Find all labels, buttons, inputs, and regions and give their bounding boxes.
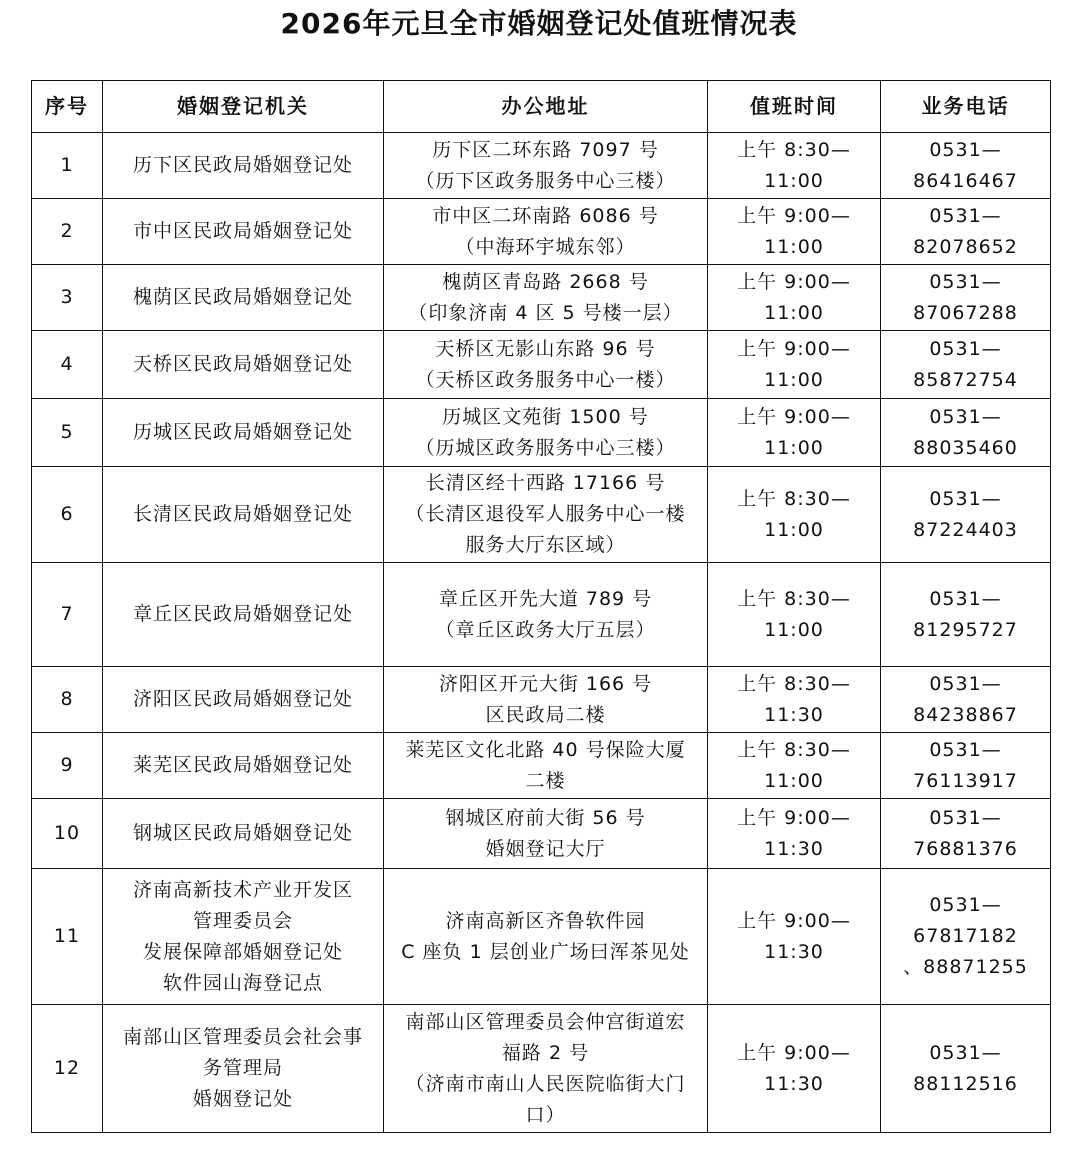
table-row <box>32 265 1051 331</box>
table-row <box>32 563 1051 667</box>
office-line: 章丘区民政局婚姻登记处 <box>132 603 353 625</box>
cell-index: 1 <box>32 133 103 199</box>
address-line: （中海环宇城东邻） <box>455 235 636 258</box>
cell-index: 11 <box>32 869 103 1005</box>
cell-phone <box>881 467 1051 563</box>
table-body <box>32 133 1051 1133</box>
office-line: 历下区民政局婚姻登记处 <box>132 154 353 176</box>
cell-duty-time: 上午 8:30—11:00 <box>708 467 881 563</box>
cell-index: 9 <box>32 733 103 799</box>
address-line: （历下区政务服务中心三楼） <box>415 169 676 192</box>
office-line: 管理委员会 <box>192 909 293 932</box>
address-line: （天桥区政务服务中心一楼） <box>415 368 676 391</box>
phone-line: 0531—76113917 <box>913 738 1018 792</box>
address-line: 天桥区无影山东路 96 号 <box>435 337 656 360</box>
cell-phone <box>881 563 1051 667</box>
address-line: 钢城区府前大街 56 号 <box>445 806 646 829</box>
phone-line: 0531—84238867 <box>913 672 1018 726</box>
cell-phone <box>881 265 1051 331</box>
cell-index: 4 <box>32 331 103 399</box>
cell-office <box>103 1005 384 1133</box>
phone-line: 0531—88035460 <box>913 405 1018 459</box>
office-line: 济阳区民政局婚姻登记处 <box>132 688 353 710</box>
office-line: 务管理局 <box>202 1057 283 1079</box>
cell-office <box>103 265 384 331</box>
cell-address <box>384 199 708 265</box>
table-row <box>32 199 1051 265</box>
cell-index: 3 <box>32 265 103 331</box>
header-duty-time: 值班时间 <box>708 81 881 133</box>
cell-phone <box>881 733 1051 799</box>
office-line: 钢城区民政局婚姻登记处 <box>132 822 353 844</box>
header-phone: 业务电话 <box>881 81 1051 133</box>
cell-office <box>103 667 384 733</box>
cell-address <box>384 869 708 1005</box>
cell-phone <box>881 667 1051 733</box>
address-line: 历下区二环东路 7097 号 <box>432 138 659 161</box>
office-line: 槐荫区民政局婚姻登记处 <box>132 286 353 308</box>
address-line: （印象济南 4 区 5 号楼一层） <box>408 301 683 324</box>
cell-duty-time: 上午 9:00—11:30 <box>708 869 881 1005</box>
cell-phone <box>881 199 1051 265</box>
office-line: 莱芜区民政局婚姻登记处 <box>132 754 353 776</box>
address-line: 长清区经十西路 17166 号 <box>425 472 666 494</box>
cell-duty-time: 上午 8:30—11:00 <box>708 733 881 799</box>
duty-table <box>31 80 1051 1133</box>
table-row <box>32 799 1051 869</box>
office-line: 济南高新技术产业开发区 <box>132 878 353 901</box>
cell-address <box>384 563 708 667</box>
cell-duty-time: 上午 9:00—11:30 <box>708 1005 881 1133</box>
cell-index: 7 <box>32 563 103 667</box>
phone-line: 0531—87224403 <box>913 487 1018 541</box>
address-line: 历城区文苑街 1500 号 <box>442 405 649 428</box>
phone-line: 0531—67817182 <box>913 894 1018 947</box>
address-line: （历城区政务服务中心三楼） <box>415 436 676 459</box>
address-line: 区民政局二楼 <box>485 703 606 726</box>
table-row <box>32 467 1051 563</box>
address-line: 济南高新区齐鲁软件园 <box>445 909 646 932</box>
address-line: 章丘区开先大道 789 号 <box>438 587 653 610</box>
cell-index: 5 <box>32 399 103 467</box>
cell-phone <box>881 133 1051 199</box>
table-row <box>32 399 1051 467</box>
table-row <box>32 869 1051 1005</box>
cell-office <box>103 799 384 869</box>
address-line: 婚姻登记大厅 <box>485 837 606 860</box>
cell-phone <box>881 1005 1051 1133</box>
office-line: 历城区民政局婚姻登记处 <box>132 421 353 443</box>
header-office: 婚姻登记机关 <box>103 81 384 133</box>
table-row <box>32 133 1051 199</box>
header-index: 序号 <box>32 81 103 133</box>
office-line: 长清区民政局婚姻登记处 <box>132 503 353 525</box>
table-row <box>32 331 1051 399</box>
table-row <box>32 733 1051 799</box>
phone-line: 、88871255 <box>903 956 1028 978</box>
cell-index: 2 <box>32 199 103 265</box>
table-row <box>32 667 1051 733</box>
address-line: 莱芜区文化北路 40 号保险大厦 <box>405 738 686 761</box>
address-line: 口） <box>525 1103 566 1126</box>
cell-office <box>103 467 384 563</box>
phone-line: 0531—88112516 <box>913 1041 1018 1095</box>
office-line: 婚姻登记处 <box>192 1088 293 1110</box>
address-line: 槐荫区青岛路 2668 号 <box>442 270 649 293</box>
cell-address <box>384 265 708 331</box>
cell-duty-time: 上午 8:30—11:00 <box>708 133 881 199</box>
cell-office <box>103 733 384 799</box>
cell-address <box>384 467 708 563</box>
office-line: 南部山区管理委员会社会事 <box>122 1026 363 1048</box>
cell-duty-time: 上午 9:00—11:00 <box>708 399 881 467</box>
address-line: 二楼 <box>525 769 566 792</box>
phone-line: 0531—87067288 <box>913 270 1018 324</box>
cell-duty-time: 上午 9:00—11:00 <box>708 199 881 265</box>
cell-address <box>384 331 708 399</box>
address-line: 福路 2 号 <box>501 1041 590 1064</box>
cell-duty-time: 上午 9:00—11:00 <box>708 265 881 331</box>
cell-office <box>103 869 384 1005</box>
cell-office <box>103 563 384 667</box>
cell-address <box>384 799 708 869</box>
address-line: 南部山区管理委员会仲宫街道宏 <box>405 1010 686 1033</box>
cell-address <box>384 733 708 799</box>
header-address: 办公地址 <box>384 81 708 133</box>
cell-address <box>384 399 708 467</box>
cell-office <box>103 331 384 399</box>
office-line: 发展保障部婚姻登记处 <box>142 940 343 963</box>
cell-phone <box>881 799 1051 869</box>
address-line: 服务大厅东区域） <box>465 534 626 556</box>
cell-office <box>103 199 384 265</box>
table-header-row <box>32 81 1051 133</box>
cell-phone <box>881 331 1051 399</box>
page-title: 2026年元旦全市婚姻登记处值班情况表 <box>280 7 798 40</box>
cell-index: 8 <box>32 667 103 733</box>
address-line: 济阳区开元大街 166 号 <box>438 672 653 695</box>
cell-duty-time: 上午 8:30—11:00 <box>708 563 881 667</box>
office-line: 天桥区民政局婚姻登记处 <box>132 353 353 375</box>
cell-office <box>103 399 384 467</box>
table-row <box>32 1005 1051 1133</box>
cell-phone <box>881 869 1051 1005</box>
cell-address <box>384 667 708 733</box>
address-line: C 座负 1 层创业广场曰浑茶见处 <box>401 940 690 963</box>
cell-index: 6 <box>32 467 103 563</box>
office-line: 软件园山海登记点 <box>162 971 323 994</box>
address-line: （济南市南山人民医院临街大门 <box>405 1072 686 1095</box>
address-line: 市中区二环南路 6086 号 <box>432 204 659 227</box>
phone-line: 0531—76881376 <box>913 806 1018 860</box>
cell-duty-time: 上午 9:00—11:30 <box>708 799 881 869</box>
cell-address <box>384 1005 708 1133</box>
cell-address <box>384 133 708 199</box>
office-line: 市中区民政局婚姻登记处 <box>132 220 353 242</box>
cell-duty-time: 上午 9:00—11:00 <box>708 331 881 399</box>
phone-line: 0531—85872754 <box>913 337 1018 391</box>
phone-line: 0531—81295727 <box>913 587 1018 641</box>
phone-line: 0531—86416467 <box>913 138 1018 192</box>
cell-office <box>103 133 384 199</box>
address-line: （章丘区政务大厅五层） <box>435 618 656 641</box>
address-line: （长清区退役军人服务中心一楼 <box>405 503 686 525</box>
phone-line: 0531—82078652 <box>913 204 1018 258</box>
cell-index: 12 <box>32 1005 103 1133</box>
cell-phone <box>881 399 1051 467</box>
cell-duty-time: 上午 8:30—11:30 <box>708 667 881 733</box>
cell-index: 10 <box>32 799 103 869</box>
